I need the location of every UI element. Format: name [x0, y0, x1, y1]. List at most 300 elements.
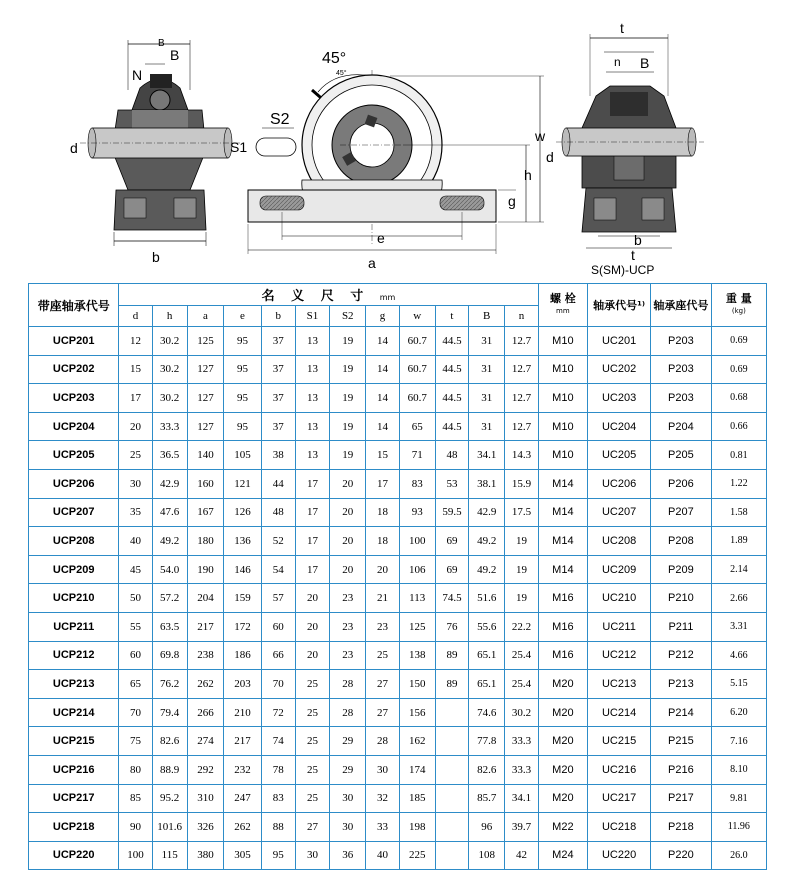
cell-g: 20	[366, 555, 399, 584]
cell-model: UCP217	[29, 784, 119, 813]
cell-t: 53	[435, 469, 468, 498]
cell-bearing: UC208	[588, 527, 651, 556]
cell-bolt: M16	[538, 641, 588, 670]
cell-weight: 8.10	[711, 755, 766, 784]
cell-weight: 11.96	[711, 813, 766, 842]
cell-n: 19	[505, 527, 538, 556]
cell-bolt: M14	[538, 498, 588, 527]
label-d-right: d	[546, 149, 554, 165]
cell-t	[435, 698, 468, 727]
cell-a: 326	[187, 813, 223, 842]
cell-h: 30.2	[152, 384, 187, 413]
cell-s2: 30	[330, 784, 366, 813]
cell-h: 30.2	[152, 355, 187, 384]
cell-bolt: M20	[538, 727, 588, 756]
svg-text:B: B	[158, 38, 165, 49]
cell-d: 100	[119, 841, 152, 870]
cell-d: 90	[119, 813, 152, 842]
col-header-bearing: 轴承代号¹⁾	[588, 284, 651, 327]
cell-bearing: UC204	[588, 412, 651, 441]
cell-n: 12.7	[505, 384, 538, 413]
cell-bolt: M20	[538, 784, 588, 813]
cell-h: 79.4	[152, 698, 187, 727]
cell-bolt: M10	[538, 384, 588, 413]
cell-b: 37	[261, 355, 295, 384]
cell-h: 115	[152, 841, 187, 870]
col-header-h: h	[152, 306, 187, 327]
cell-housing: P212	[651, 641, 712, 670]
col-header-s2: S2	[330, 306, 366, 327]
cell-w: 185	[399, 784, 435, 813]
technical-drawings	[0, 0, 790, 282]
cell-bearing: UC203	[588, 384, 651, 413]
cell-b: 49.2	[469, 555, 505, 584]
cell-s1: 25	[295, 670, 329, 699]
cell-g: 32	[366, 784, 399, 813]
cell-t: 44.5	[435, 384, 468, 413]
cell-housing: P203	[651, 327, 712, 356]
cell-d: 70	[119, 698, 152, 727]
label-t-top: t	[620, 20, 624, 36]
cell-housing: P216	[651, 755, 712, 784]
col-header-w: w	[399, 306, 435, 327]
cell-model: UCP218	[29, 813, 119, 842]
cell-t	[435, 784, 468, 813]
cell-bearing: UC207	[588, 498, 651, 527]
cell-e: 146	[224, 555, 262, 584]
cell-w: 60.7	[399, 355, 435, 384]
cell-d: 35	[119, 498, 152, 527]
label-B-right: B	[640, 55, 650, 71]
cell-t: 44.5	[435, 412, 468, 441]
cell-n: 12.7	[505, 327, 538, 356]
cell-g: 40	[366, 841, 399, 870]
cell-t: 89	[435, 670, 468, 699]
cell-e: 305	[224, 841, 262, 870]
cell-bolt: M10	[538, 412, 588, 441]
cell-a: 310	[187, 784, 223, 813]
col-header-a: a	[187, 306, 223, 327]
cell-t: 74.5	[435, 584, 468, 613]
cell-d: 17	[119, 384, 152, 413]
cell-model: UCP214	[29, 698, 119, 727]
cell-bolt: M20	[538, 670, 588, 699]
cell-s2: 28	[330, 698, 366, 727]
col-header-t: t	[435, 306, 468, 327]
cell-w: 198	[399, 813, 435, 842]
cell-e: 95	[224, 384, 262, 413]
col-header-s1: S1	[295, 306, 329, 327]
cell-s1: 25	[295, 698, 329, 727]
cell-h: 82.6	[152, 727, 187, 756]
cell-n: 34.1	[505, 784, 538, 813]
cell-model: UCP210	[29, 584, 119, 613]
cell-t: 48	[435, 441, 468, 470]
table-row	[29, 527, 767, 556]
cell-model: UCP204	[29, 412, 119, 441]
cell-s2: 30	[330, 813, 366, 842]
cell-weight: 0.81	[711, 441, 766, 470]
cell-d: 65	[119, 670, 152, 699]
cell-s2: 28	[330, 670, 366, 699]
cell-s2: 23	[330, 612, 366, 641]
cell-b: 82.6	[469, 755, 505, 784]
cell-a: 190	[187, 555, 223, 584]
cell-t: 59.5	[435, 498, 468, 527]
cell-s2: 19	[330, 384, 366, 413]
cell-b: 108	[469, 841, 505, 870]
cell-h: 63.5	[152, 612, 187, 641]
cell-w: 71	[399, 441, 435, 470]
cell-bearing: UC205	[588, 441, 651, 470]
cell-b: 31	[469, 384, 505, 413]
cell-model: UCP206	[29, 469, 119, 498]
cell-h: 36.5	[152, 441, 187, 470]
cell-b: 42.9	[469, 498, 505, 527]
cell-bearing: UC210	[588, 584, 651, 613]
cell-s1: 25	[295, 784, 329, 813]
cell-s1: 17	[295, 555, 329, 584]
cell-a: 292	[187, 755, 223, 784]
cell-s2: 19	[330, 355, 366, 384]
cell-a: 127	[187, 355, 223, 384]
cell-e: 136	[224, 527, 262, 556]
cell-b: 78	[261, 755, 295, 784]
table-row	[29, 670, 767, 699]
cell-w: 60.7	[399, 327, 435, 356]
cell-model: UCP220	[29, 841, 119, 870]
cell-d: 12	[119, 327, 152, 356]
cell-b: 72	[261, 698, 295, 727]
cell-bolt: M22	[538, 813, 588, 842]
cell-housing: P220	[651, 841, 712, 870]
cell-h: 42.9	[152, 469, 187, 498]
cell-n: 33.3	[505, 727, 538, 756]
cell-a: 217	[187, 612, 223, 641]
cell-bolt: M14	[538, 527, 588, 556]
cell-housing: P203	[651, 355, 712, 384]
cell-housing: P203	[651, 384, 712, 413]
cell-model: UCP209	[29, 555, 119, 584]
cell-weight: 26.0	[711, 841, 766, 870]
cell-s2: 29	[330, 755, 366, 784]
col-header-b: b	[261, 306, 295, 327]
cell-bolt: M14	[538, 555, 588, 584]
cell-housing: P204	[651, 412, 712, 441]
cell-bearing: UC217	[588, 784, 651, 813]
cell-n: 15.9	[505, 469, 538, 498]
cell-b: 54	[261, 555, 295, 584]
cell-b: 65.1	[469, 670, 505, 699]
cell-t	[435, 727, 468, 756]
cell-g: 23	[366, 612, 399, 641]
cell-g: 18	[366, 527, 399, 556]
cell-t	[435, 813, 468, 842]
cell-b: 37	[261, 412, 295, 441]
spec-table	[28, 283, 767, 870]
cell-d: 25	[119, 441, 152, 470]
cell-b: 31	[469, 412, 505, 441]
cell-g: 25	[366, 641, 399, 670]
table-row	[29, 841, 767, 870]
cell-d: 60	[119, 641, 152, 670]
cell-h: 33.3	[152, 412, 187, 441]
label-w: w	[535, 128, 546, 144]
cell-e: 126	[224, 498, 262, 527]
cell-e: 105	[224, 441, 262, 470]
cell-weight: 0.68	[711, 384, 766, 413]
table-row	[29, 727, 767, 756]
caption-s-sm-ucp: S(SM)-UCP	[591, 263, 655, 277]
cell-w: 156	[399, 698, 435, 727]
cell-bolt: M10	[538, 355, 588, 384]
label-S1: S1	[230, 139, 248, 155]
cell-g: 14	[366, 412, 399, 441]
label-B-left: B	[170, 47, 180, 63]
cell-model: UCP201	[29, 327, 119, 356]
cell-weight: 6.20	[711, 698, 766, 727]
label-N-left: N	[132, 67, 143, 83]
col-header-housing: 轴承座代号	[651, 284, 712, 327]
cell-e: 95	[224, 412, 262, 441]
col-header-dimensions: 名 义 尺 寸 mm	[119, 284, 538, 306]
cell-e: 172	[224, 612, 262, 641]
cell-weight: 7.16	[711, 727, 766, 756]
cell-n: 30.2	[505, 698, 538, 727]
header-row-main	[29, 284, 767, 306]
cell-model: UCP203	[29, 384, 119, 413]
cell-e: 121	[224, 469, 262, 498]
cell-h: 76.2	[152, 670, 187, 699]
label-n: n	[614, 55, 621, 69]
cell-n: 19	[505, 555, 538, 584]
cell-b: 38.1	[469, 469, 505, 498]
cell-b: 74	[261, 727, 295, 756]
col-header-bolt: 螺 栓 mm	[538, 284, 588, 327]
label-t-bottom: t	[631, 247, 635, 263]
cell-w: 138	[399, 641, 435, 670]
cell-a: 127	[187, 412, 223, 441]
cell-s1: 13	[295, 327, 329, 356]
cell-s2: 23	[330, 641, 366, 670]
cell-model: UCP216	[29, 755, 119, 784]
cell-d: 85	[119, 784, 152, 813]
cell-b: 31	[469, 327, 505, 356]
cell-d: 75	[119, 727, 152, 756]
cell-weight: 2.66	[711, 584, 766, 613]
label-a: a	[368, 255, 376, 271]
cell-d: 20	[119, 412, 152, 441]
cell-n: 25.4	[505, 641, 538, 670]
cell-e: 159	[224, 584, 262, 613]
cell-bolt: M14	[538, 469, 588, 498]
col-header-g: g	[366, 306, 399, 327]
cell-a: 180	[187, 527, 223, 556]
cell-weight: 1.22	[711, 469, 766, 498]
cell-b: 44	[261, 469, 295, 498]
cell-bearing: UC214	[588, 698, 651, 727]
cell-t: 76	[435, 612, 468, 641]
label-b-right: b	[634, 232, 642, 248]
cell-e: 262	[224, 813, 262, 842]
cell-d: 45	[119, 555, 152, 584]
cell-s2: 19	[330, 327, 366, 356]
cell-housing: P211	[651, 612, 712, 641]
label-d-left: d	[70, 140, 78, 156]
cell-g: 18	[366, 498, 399, 527]
cell-b: 77.8	[469, 727, 505, 756]
cell-housing: P213	[651, 670, 712, 699]
cell-housing: P209	[651, 555, 712, 584]
cell-d: 15	[119, 355, 152, 384]
cell-bearing: UC202	[588, 355, 651, 384]
table-row	[29, 327, 767, 356]
cell-housing: P206	[651, 469, 712, 498]
cell-s1: 25	[295, 755, 329, 784]
cell-housing: P207	[651, 498, 712, 527]
cell-h: 49.2	[152, 527, 187, 556]
cell-model: UCP205	[29, 441, 119, 470]
cell-d: 40	[119, 527, 152, 556]
cell-w: 125	[399, 612, 435, 641]
cell-h: 95.2	[152, 784, 187, 813]
cell-g: 27	[366, 670, 399, 699]
cell-n: 22.2	[505, 612, 538, 641]
cell-b: 34.1	[469, 441, 505, 470]
cell-a: 160	[187, 469, 223, 498]
cell-s1: 13	[295, 355, 329, 384]
cell-b: 51.6	[469, 584, 505, 613]
cell-b: 96	[469, 813, 505, 842]
cell-w: 93	[399, 498, 435, 527]
cell-s1: 17	[295, 469, 329, 498]
table-row	[29, 784, 767, 813]
cell-g: 30	[366, 755, 399, 784]
cell-g: 17	[366, 469, 399, 498]
cell-b: 70	[261, 670, 295, 699]
cell-e: 95	[224, 355, 262, 384]
cell-b: 55.6	[469, 612, 505, 641]
cell-s1: 17	[295, 527, 329, 556]
cell-housing: P217	[651, 784, 712, 813]
cell-d: 55	[119, 612, 152, 641]
cell-model: UCP212	[29, 641, 119, 670]
table-body	[29, 327, 767, 870]
table-row	[29, 498, 767, 527]
cell-model: UCP202	[29, 355, 119, 384]
cell-g: 27	[366, 698, 399, 727]
cell-s2: 20	[330, 469, 366, 498]
cell-housing: P218	[651, 813, 712, 842]
cell-housing: P214	[651, 698, 712, 727]
cell-bearing: UC218	[588, 813, 651, 842]
cell-bearing: UC206	[588, 469, 651, 498]
cell-housing: P208	[651, 527, 712, 556]
center-front-view	[230, 50, 546, 271]
label-S2: S2	[270, 111, 290, 128]
cell-a: 266	[187, 698, 223, 727]
cell-b: 85.7	[469, 784, 505, 813]
cell-s1: 13	[295, 441, 329, 470]
cell-e: 210	[224, 698, 262, 727]
cell-d: 80	[119, 755, 152, 784]
cell-a: 167	[187, 498, 223, 527]
cell-housing: P210	[651, 584, 712, 613]
cell-h: 54.0	[152, 555, 187, 584]
cell-a: 140	[187, 441, 223, 470]
cell-weight: 0.66	[711, 412, 766, 441]
cell-w: 60.7	[399, 384, 435, 413]
cell-t: 69	[435, 555, 468, 584]
cell-s2: 20	[330, 498, 366, 527]
cell-s1: 13	[295, 384, 329, 413]
cell-s1: 27	[295, 813, 329, 842]
cell-a: 262	[187, 670, 223, 699]
cell-s1: 25	[295, 727, 329, 756]
cell-b: 88	[261, 813, 295, 842]
cell-housing: P215	[651, 727, 712, 756]
table-row	[29, 412, 767, 441]
cell-h: 101.6	[152, 813, 187, 842]
col-header-e: e	[224, 306, 262, 327]
col-header-n: n	[505, 306, 538, 327]
cell-weight: 3.31	[711, 612, 766, 641]
table-row	[29, 584, 767, 613]
cell-bearing: UC201	[588, 327, 651, 356]
cell-n: 39.7	[505, 813, 538, 842]
col-header-model: 带座轴承代号	[29, 284, 119, 327]
cell-s2: 20	[330, 527, 366, 556]
cell-bearing: UC220	[588, 841, 651, 870]
cell-t	[435, 841, 468, 870]
cell-w: 65	[399, 412, 435, 441]
cell-s1: 17	[295, 498, 329, 527]
cell-s2: 20	[330, 555, 366, 584]
table-row	[29, 555, 767, 584]
cell-weight: 0.69	[711, 327, 766, 356]
cell-model: UCP215	[29, 727, 119, 756]
cell-bolt: M10	[538, 441, 588, 470]
cell-t: 44.5	[435, 355, 468, 384]
cell-b: 31	[469, 355, 505, 384]
cell-a: 204	[187, 584, 223, 613]
cell-bolt: M10	[538, 327, 588, 356]
cell-d: 50	[119, 584, 152, 613]
left-side-view	[70, 38, 240, 265]
cell-s1: 30	[295, 841, 329, 870]
cell-d: 30	[119, 469, 152, 498]
cell-t: 89	[435, 641, 468, 670]
cell-e: 247	[224, 784, 262, 813]
label-g: g	[508, 193, 516, 209]
cell-g: 14	[366, 355, 399, 384]
cell-b: 37	[261, 327, 295, 356]
cell-b: 57	[261, 584, 295, 613]
table-row	[29, 355, 767, 384]
cell-n: 42	[505, 841, 538, 870]
cell-housing: P205	[651, 441, 712, 470]
cell-g: 15	[366, 441, 399, 470]
cell-s2: 36	[330, 841, 366, 870]
col-header-B: B	[469, 306, 505, 327]
cell-w: 113	[399, 584, 435, 613]
cell-g: 21	[366, 584, 399, 613]
cell-n: 14.3	[505, 441, 538, 470]
cell-h: 57.2	[152, 584, 187, 613]
cell-bearing: UC212	[588, 641, 651, 670]
cell-b: 74.6	[469, 698, 505, 727]
col-header-d: d	[119, 306, 152, 327]
